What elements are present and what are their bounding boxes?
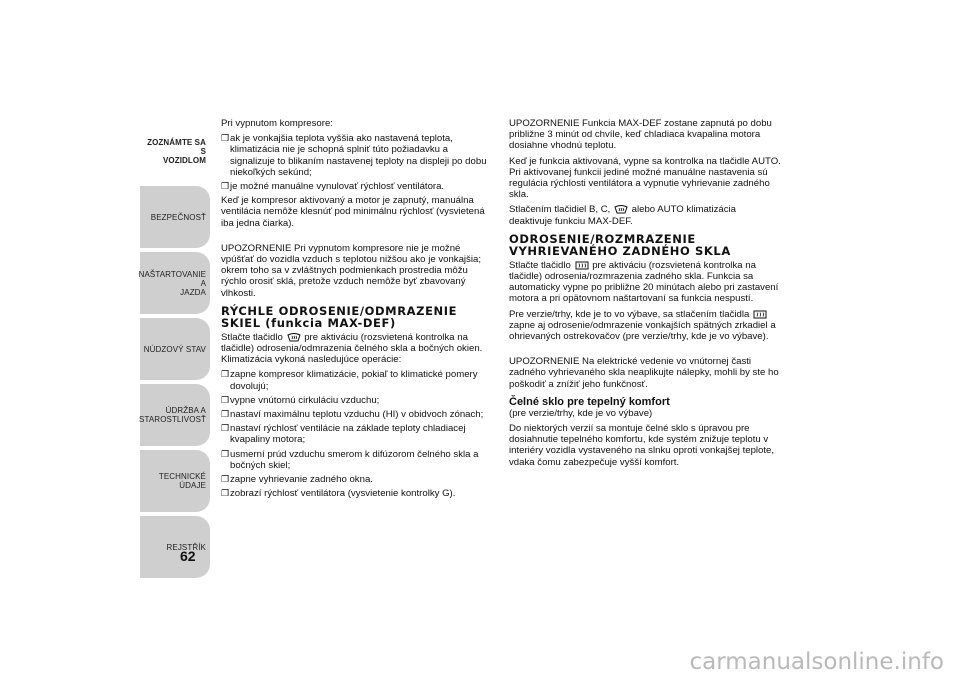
tab-label: REJSTŘÍK — [166, 542, 206, 552]
tab-udrzba[interactable] — [140, 384, 210, 446]
tab-technicke-udaje[interactable] — [140, 450, 210, 512]
chapter-sidebar — [140, 120, 210, 582]
checkbox-bullet-icon: ❒ — [221, 409, 230, 420]
paragraph: Keď je funkcia aktivovaná, vypne sa kontrolka na tlačidle AUTO. Pri aktivovanej funkcii jediné možné manuálne nastavenia sú regulácia rýchlosti ventilátora a vypnutie vyhrievanie zadného skla. — [509, 155, 781, 201]
paragraph: Do niektorých verzií sa montuje čelné sklo s úpravou pre dosiahnutie tepelného komfortu, kde systém znižuje teplotu v interiéry vozidla vystaveného na slnku oproti vonkajšej teplote, vdaka čomu zabezpečuje vyšší komfort. — [509, 423, 775, 468]
checkbox-bullet-icon: ❒ — [221, 133, 230, 144]
paragraph: Pre verzie/trhy, kde je to vo výbave, sa stlačením tlačidla zapne aj odrosenie/odmrazenie vonkajších spätných zrkadiel a ohrievaných ostrekovačov (pre verzie/trhy, kde je vo výbave). — [509, 308, 776, 343]
paragraph: Stlačte tlačidlo pre aktiváciu (rozsvietená kontrolka na tlačidle) odrosenia/rozmrazenia zadného skla. Funkcia sa automaticky vypne po približne 20 minútach alebo pri zastavení motora a pri opätovnom naštartovaní sa funkcia nespustí. — [509, 259, 779, 305]
list-item: ❒ usmerní prúd vzduchu smerom k difúzorom čelného skla a bočných skiel; — [221, 448, 479, 471]
paragraph: Stlačte tlačidlo pre aktiváciu (rozsvietená kontrolka na tlačidle) odrosenia/odmrazenia čelného skla a bočných okien. Klimatizácia vykoná nasledujúce operácie: — [221, 331, 483, 366]
rear-window-defrost-icon — [575, 261, 589, 270]
watermark: carmanualsonline.info — [689, 649, 944, 675]
list-item: ❒ nastaví rýchlosť ventilácie na základe teploty chladiacej kvapaliny motora; — [221, 423, 466, 446]
text-column-left — [221, 118, 493, 502]
tab-nastartovanie[interactable] — [140, 252, 210, 314]
paragraph: UPOZORNENIE Na elektrické vedenie vo vnútornej časti zadného vyhrievaného skla neaplikujte nálepky, mohli by ste ho poškodiť a znížiť jeho funkčnosť. — [509, 356, 779, 390]
checkbox-bullet-icon: ❒ — [221, 423, 230, 434]
list-item: ❒ nastaví maximálnu teplotu vzduchu (HI) v obidvoch zónach; — [221, 409, 484, 421]
checkbox-bullet-icon: ❒ — [221, 369, 230, 380]
tab-bezpecnost[interactable] — [140, 186, 210, 248]
tab-rejstrik[interactable] — [140, 516, 210, 578]
checkbox-bullet-icon: ❒ — [221, 394, 230, 405]
rear-window-defrost-icon — [753, 310, 767, 319]
tab-zoznamte-sa[interactable] — [140, 120, 210, 182]
section-heading: RÝCHLE ODROSENIE/ODMRAZENIE SKIEL (funkcia MAX-DEF) — [221, 303, 458, 330]
paragraph: UPOZORNENIE Pri vypnutom kompresore nie je možné vpúšťať do vozidla vzduch s teplotou nižšou ako je vonkajšia; okrem toho sa v zvláštnych podmienkach prostredia môžu rýchlo orosiť sklá, pretože vzduch nemôže byť zbavovaný vlhkosti. — [221, 242, 481, 299]
page-number: 62 — [180, 548, 196, 564]
tab-nudzovy-stav[interactable] — [140, 318, 210, 380]
checkbox-bullet-icon: ❒ — [221, 448, 230, 459]
list-item: ❒ je možné manuálne vynulovať rýchlosť ventilátora. — [221, 181, 445, 193]
paragraph: Pri vypnutom kompresore: — [221, 118, 333, 129]
tab-label: NAŠTARTOVANIE A JAZDA — [138, 269, 206, 297]
paragraph: Stlačením tlačidiel B, C, alebo AUTO klimatizácia deaktivuje funkciu MAX-DEF. — [509, 204, 736, 227]
list-item: ❒ zapne kompresor klimatizácie, pokiaľ to klimatické pomery dovolujú; — [221, 369, 478, 392]
section-heading: ODROSENIE/ROZMRAZENIE VYHRIEVANÉHO ZADNÉHO SKLA — [509, 231, 731, 258]
tab-label: NÚDZOVÝ STAV — [143, 344, 206, 354]
text-column-right — [509, 118, 781, 472]
checkbox-bullet-icon: ❒ — [221, 474, 230, 485]
checkbox-bullet-icon: ❒ — [221, 488, 230, 499]
subsection-note: (pre verzie/trhy, kde je vo výbave) — [509, 407, 653, 419]
list-item: ❒ zapne vyhrievanie zadného okna. — [221, 474, 373, 486]
paragraph: UPOZORNENIE Funkcia MAX-DEF zostane zapnutá po dobu približne 3 minút od chvíle, keď chladiaca kvapalina motora dosiahne vhodnú teplotu. — [509, 118, 772, 152]
subsection-heading: Čelné sklo pre tepelný komfort — [509, 395, 670, 408]
checkbox-bullet-icon: ❒ — [221, 181, 230, 192]
list-item: ❒ ak je vonkajšia teplota vyššia ako nastavená teplota, klimatizácia nie je schopná splniť túto požiadavku a signalizuje to blikaním nastavenej teploty na displeji po dobu niekoľkých sekúnd; — [221, 133, 487, 178]
windshield-defrost-icon — [614, 205, 628, 214]
tab-label: ÚDRŽBA A STAROSTLIVOSŤ — [139, 406, 206, 424]
paragraph: Keď je kompresor aktivovaný a motor je zapnutý, manuálna ventilácia nemôže klesnúť pod minimálnu rýchlosť (vysvietená iba jedna čiarka). — [221, 195, 485, 229]
bullet-list — [221, 369, 493, 499]
bullet-list — [221, 133, 493, 192]
tab-label: TECHNICKÉ ÚDAJE — [158, 472, 206, 490]
tab-label: BEZPEČNOSŤ — [150, 212, 206, 222]
windshield-defrost-icon — [287, 333, 301, 342]
tab-label: ZOZNÁMTE SA S VOZIDLOM — [147, 137, 206, 165]
list-item: ❒ vypne vnútornú cirkuláciu vzduchu; — [221, 394, 380, 406]
list-item: ❒ zobrazí rýchlosť ventilátora (vysvietenie kontrolky G). — [221, 488, 456, 500]
